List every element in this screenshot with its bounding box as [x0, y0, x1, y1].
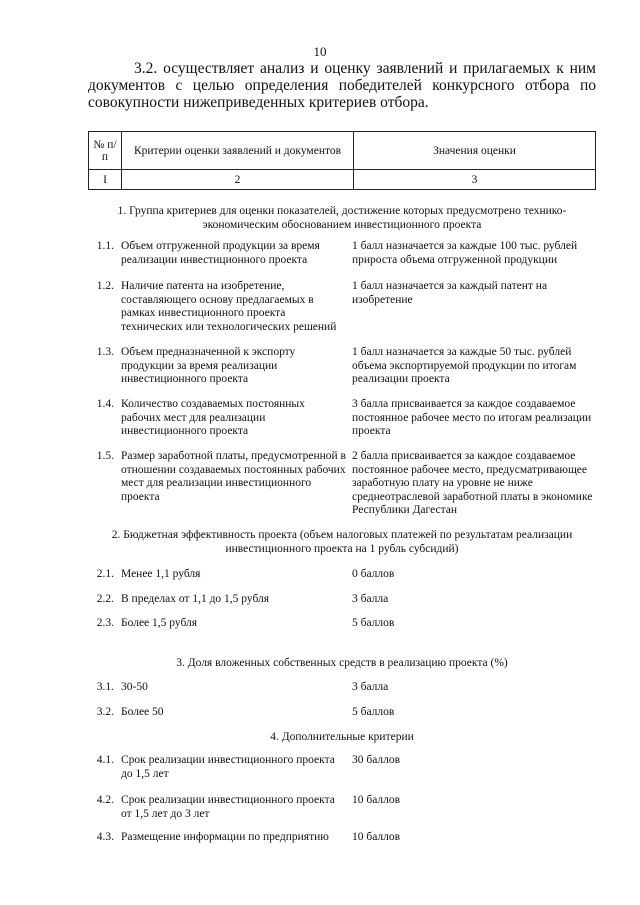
row-number: 3.2.	[96, 706, 114, 718]
row-value: 1 балл назначается за каждые 100 тыс. рублей прироста объема отгруженной продукции	[352, 240, 578, 266]
section-title: 3. Доля вложенных собственных средств в реализацию проекта (%)	[176, 657, 508, 669]
row-criterion: Размер заработной платы, предусмотренной в отношении создаваемых постоянных рабочих мест для реализации инвестиционного проекта	[121, 450, 346, 503]
row-number: 2.2.	[96, 593, 114, 605]
row-criterion: Более 50	[121, 706, 164, 718]
intro-paragraph	[88, 60, 596, 111]
row-value: 10 баллов	[352, 794, 401, 806]
criteria-table-header	[88, 131, 596, 190]
page-number: 10	[313, 44, 327, 59]
row-number: 4.3.	[96, 831, 114, 843]
row-criterion: Срок реализации инвестиционного проекта до 1,5 лет	[121, 754, 335, 780]
row-criterion: Менее 1,1 рубля	[121, 568, 201, 580]
row-criterion: В пределах от 1,1 до 1,5 рубля	[121, 593, 270, 605]
row-number: 1.3.	[96, 346, 114, 358]
row-number: 2.1.	[96, 568, 114, 580]
header-num-3: 3	[354, 170, 596, 190]
row-criterion: Размещение информации по предприятию	[121, 831, 329, 843]
header-num-2: 2	[122, 170, 354, 190]
row-number: 1.2.	[96, 280, 114, 292]
row-value: 5 баллов	[352, 706, 395, 718]
row-value: 2 балла присваивается за каждое создаваемое постоянное рабочее место, предусматривающее заработную плату на уровне не ниже среднеотраслевой заработной платы в экономике Республики Дагестан	[352, 450, 593, 516]
row-value: 3 балла	[352, 681, 389, 693]
header-num-1: I	[89, 170, 122, 190]
row-value: 1 балл назначается за каждые 50 тыс. рублей объема экспортируемой продукции по итогам реализации проекта	[352, 346, 577, 385]
row-criterion: Более 1,5 рубля	[121, 617, 198, 629]
section-title: 4. Дополнительные критерии	[270, 731, 414, 743]
header-criteria-column: Критерии оценки заявлений и документов	[122, 132, 354, 170]
row-value: 5 баллов	[352, 617, 395, 629]
row-criterion: Наличие патента на изобретение, составляющего основу предлагаемых в рамках инвестиционного проекта технических или технологических решений	[121, 280, 337, 333]
row-number: 3.1.	[96, 681, 114, 693]
section-title: 2. Бюджетная эффективность проекта (объем налоговых платежей по результатам реализации инвестиционного проекта на 1 рубль субсидий)	[111, 529, 573, 555]
row-number: 2.3.	[96, 617, 114, 629]
row-criterion: Количество создаваемых постоянных рабочих мест для реализации инвестиционного проекта	[121, 398, 305, 437]
header-value-column: Значения оценки	[354, 132, 596, 170]
row-number: 1.4.	[96, 398, 114, 410]
row-criterion: Объем предназначенной к экспорту продукции за время реализации инвестиционного проекта	[121, 346, 296, 385]
row-number: 4.2.	[96, 794, 114, 806]
section-title: 1. Группа критериев для оценки показателей, достижение которых предусмотрено технико-экономическим обоснованием инвестиционного проекта	[117, 205, 567, 231]
header-number-column: № п/п	[89, 132, 122, 170]
row-number: 1.5.	[96, 450, 114, 462]
row-number: 4.1.	[96, 754, 114, 766]
row-value: 10 баллов	[352, 831, 401, 843]
row-number: 1.1.	[96, 240, 114, 252]
intro-text: 3.2. осуществляет анализ и оценку заявлений и прилагаемых к ним документов с целью определения победителей конкурсного отбора по совокупности нижеприведенных критериев отбора.	[88, 60, 596, 111]
row-value: 30 баллов	[352, 754, 401, 766]
row-criterion: 30-50	[121, 681, 148, 693]
row-value: 3 балла присваивается за каждое создаваемое постоянное рабочее место по итогам реализации проекта	[352, 398, 592, 437]
row-value: 3 балла	[352, 593, 389, 605]
row-value: 0 баллов	[352, 568, 395, 580]
row-criterion: Срок реализации инвестиционного проекта от 1,5 лет до 3 лет	[121, 794, 335, 820]
row-criterion: Объем отгруженной продукции за время реализации инвестиционного проекта	[121, 240, 320, 266]
row-value: 1 балл назначается за каждый патент на изобретение	[352, 280, 548, 306]
